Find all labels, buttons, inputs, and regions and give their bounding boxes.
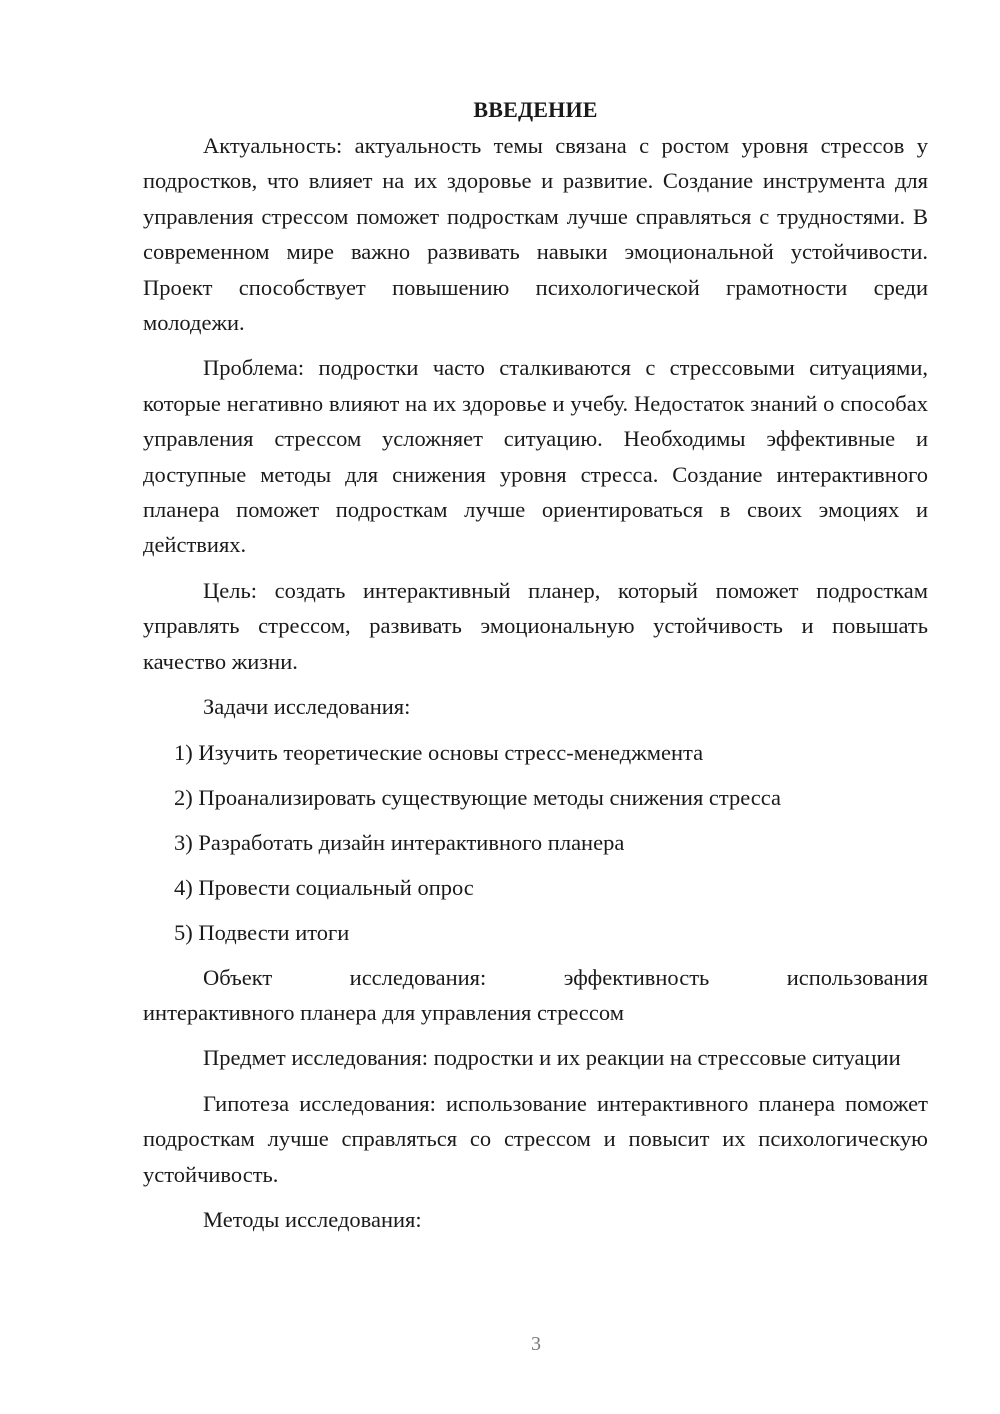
object-line-1: Объект исследования: эффективность использования bbox=[203, 964, 928, 990]
object-line-2: интерактивного планера для управления стрессом bbox=[143, 999, 624, 1025]
goal-paragraph: Цель: создать интерактивный планер, который поможет подросткам управлять стрессом, развивать эмоциональную устойчивость и повышать качество жизни. bbox=[143, 577, 928, 674]
tasks-heading: Задачи исследования: bbox=[203, 694, 411, 720]
tasks-list bbox=[143, 735, 928, 950]
hypothesis-paragraph: Гипотеза исследования: использование интерактивного планера поможет подросткам лучше справляться со стрессом и повысит их психологическую устойчивость. bbox=[143, 1090, 928, 1187]
subject-paragraph: Предмет исследования: подростки и их реакции на стрессовые ситуации bbox=[203, 1045, 901, 1071]
problem-paragraph: Проблема: подростки часто сталкиваются с стрессовыми ситуациями, которые негативно влияют на их здоровье и учебу. Недостаток знаний о способах управления стрессом усложняет ситуацию. Необходимы эффективные и доступные методы для снижения уровня стресса. Создание интерактивного планера поможет подросткам лучше ориентироваться в своих эмоциях и действиях. bbox=[143, 355, 928, 558]
task-item: 5) Подвести итоги bbox=[174, 919, 350, 945]
page-title: ВВЕДЕНИЕ bbox=[473, 97, 598, 122]
task-item: 2) Проанализировать существующие методы снижения стресса bbox=[174, 784, 782, 810]
page-number: 3 bbox=[531, 1333, 541, 1355]
methods-heading: Методы исследования: bbox=[203, 1206, 422, 1232]
task-item: 3) Разработать дизайн интерактивного планера bbox=[174, 829, 625, 855]
task-item: 4) Провести социальный опрос bbox=[174, 874, 474, 900]
task-item: 1) Изучить теоретические основы стресс-менеджмента bbox=[174, 739, 704, 765]
page-content bbox=[143, 92, 928, 1247]
relevance-paragraph: Актуальность: актуальность темы связана с ростом уровня стрессов у подростков, что влияет на их здоровье и развитие. Создание инструмента для управления стрессом поможет подросткам лучше справляться с трудностями. В современном мире важно развивать навыки эмоциональной устойчивости. Проект способствует повышению психологической грамотности среди молодежи. bbox=[143, 133, 928, 336]
